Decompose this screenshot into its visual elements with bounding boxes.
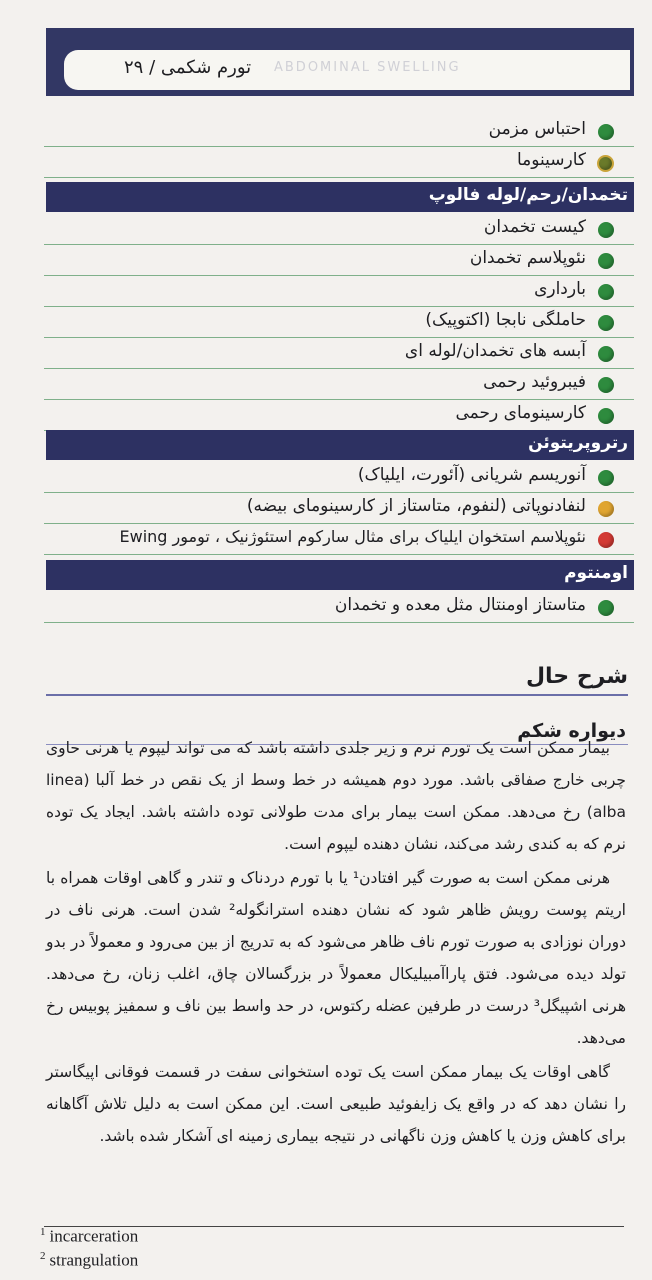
watermark-text: ABDOMINAL SWELLING (274, 60, 461, 75)
list-item: آبسه های تخمدان/لوله ای (44, 338, 634, 369)
list-item: فیبروئید رحمی (44, 369, 634, 400)
red-bullet-icon (598, 532, 614, 548)
running-header (46, 28, 634, 96)
section-heading: شرح حال (525, 664, 628, 689)
page-title: تورم شکمی / ۲۹ (124, 57, 252, 78)
section-list (44, 214, 634, 431)
list-item: حاملگی نابجا (اکتوپیک) (44, 307, 634, 338)
green-bullet-icon (598, 315, 614, 331)
list-item: آنوریسم شریانی (آئورت، ایلیاک) (44, 462, 634, 493)
heading-rule (46, 694, 628, 696)
paragraph: گاهی اوقات یک بیمار ممکن است یک توده استخوانی سفت در قسمت فوقانی اپیگاستر را نشان دهد که در واقع یک زایفوئید طبیعی است. این ممکن است به دلیل تلاش آگاهانه برای کاهش وزن یا کاهش وزن ناگهانی در نتیجه بیماری زمینه ای آشکار شده باشد. (46, 1063, 626, 1145)
green-bullet-icon (598, 284, 614, 300)
section-list (44, 592, 634, 623)
green-bullet-icon (598, 408, 614, 424)
green-bullet-icon (598, 346, 614, 362)
footnote: $^1$ incarceration (40, 1226, 139, 1246)
section-header: رتروپریتوئن (46, 430, 634, 460)
list-item: کارسینومای رحمی (44, 400, 634, 431)
paragraph: بیمار ممکن است یک تورم نرم و زیر جلدی داشته باشد که می تواند لیپوم یا هرنی حاوی چربی خارج صفاقی باشد. مورد دوم همیشه در خط وسط از یک نقص در خط آلبا (linea alba) رخ می‌دهد. ممکن است بیمار برای مدت طولانی توده داشته باشد. ایجاد یک توده نرم که به کندی رشد می‌کند، نشان دهنده لیپوم است. (46, 739, 626, 853)
section-header: تخمدان/رحم/لوله فالوپ (46, 182, 634, 212)
footnote: $^2$ strangulation (40, 1250, 139, 1270)
list-item: متاستاز اومنتال مثل معده و تخمدان (44, 592, 634, 623)
list-continued (44, 116, 634, 178)
list-item: بارداری (44, 276, 634, 307)
list-item: نئوپلاسم تخمدان (44, 245, 634, 276)
gold-bullet-icon (597, 155, 614, 172)
green-bullet-icon (598, 222, 614, 238)
green-bullet-icon (598, 377, 614, 393)
green-bullet-icon (598, 253, 614, 269)
green-bullet-icon (598, 600, 614, 616)
running-header-panel (64, 50, 630, 90)
list-item: کارسینوما (44, 147, 634, 178)
list-item: نئوپلاسم استخوان ایلیاک برای مثال سارکوم استئوژنیک ، تومور Ewing (44, 524, 634, 555)
list-item: احتباس مزمن (44, 116, 634, 147)
section-header: اومنتوم (46, 560, 634, 590)
list-item: کیست تخمدان (44, 214, 634, 245)
subsection-heading: دیواره شکم (517, 720, 626, 742)
green-bullet-icon (598, 124, 614, 140)
orange-bullet-icon (598, 501, 614, 517)
section-list (44, 462, 634, 555)
list-item: لنفادنوپاتی (لنفوم، متاستاز از کارسینومای بیضه) (44, 493, 634, 524)
paragraph: هرنی ممکن است به صورت گیر افتادن¹ یا با تورم دردناک و تندر و گاهی اوقات همراه با اریتم پوست رویش ظاهر شود که نشان دهنده استرانگوله² شدن است. هرنی ناف در دوران نوزادی به صورت تورم ناف ظاهر می‌شود که به تدریج از بین می‌رود و معمولاً در بدو تولد دیده می‌شود. فتق پاراآمبیلیکال معمولاً در بزرگسالان چاق، اغلب زنان، رخ می‌دهد. هرنی اشپیگل³ درست در طرفین عضله رکتوس، در حد واسط بین ناف و سمفیز پوبیس رخ می‌دهد. (46, 869, 626, 1047)
green-bullet-icon (598, 470, 614, 486)
